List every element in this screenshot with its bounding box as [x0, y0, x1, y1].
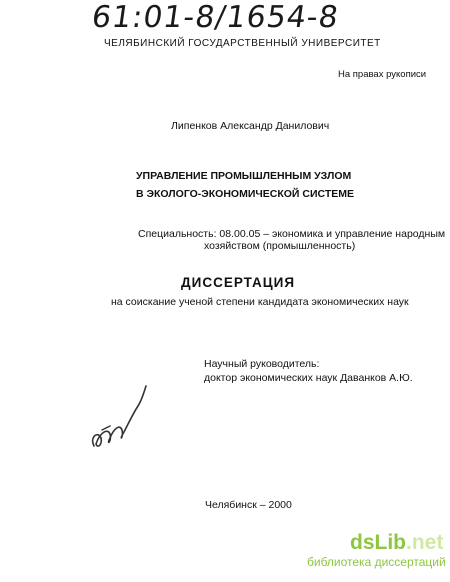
title-line-1: УПРАВЛЕНИЕ ПРОМЫШЛЕННЫМ УЗЛОМ — [136, 170, 352, 182]
manuscript-note: На правах рукописи — [338, 69, 427, 80]
watermark-subtitle: библиотека диссертаций — [307, 555, 446, 569]
university-name: ЧЕЛЯБИНСКИЙ ГОСУДАРСТВЕННЫЙ УНИВЕРСИТЕТ — [104, 38, 381, 49]
handwritten-catalog-number: 61:01-8/1654-8 — [89, 0, 342, 35]
dissertation-heading: ДИССЕРТАЦИЯ — [181, 275, 296, 290]
specialty-line-2: хозяйством (промышленность) — [204, 240, 356, 252]
dissertation-subtitle: на соискание ученой степени кандидата экономических наук — [111, 296, 409, 308]
author-name: Липенков Александр Данилович — [171, 120, 330, 132]
supervisor-name: доктор экономических наук Даванков А.Ю. — [204, 372, 413, 384]
handwritten-signature — [80, 372, 170, 462]
watermark-logo: dsLib.net — [350, 531, 444, 554]
city-year: Челябинск – 2000 — [205, 499, 292, 511]
supervisor-label: Научный руководитель: — [204, 358, 320, 370]
specialty-line-1: Специальность: 08.00.05 – экономика и управление народным — [138, 228, 446, 240]
title-line-2: В ЭКОЛОГО-ЭКОНОМИЧЕСКОЙ СИСТЕМЕ — [136, 188, 355, 200]
